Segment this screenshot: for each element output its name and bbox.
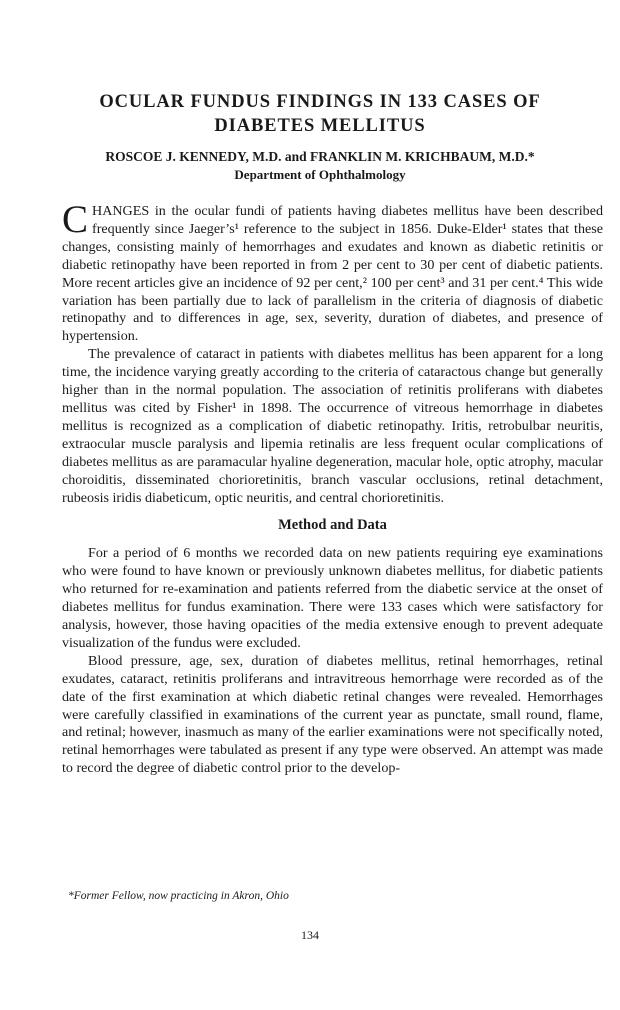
article-department: Department of Ophthalmology xyxy=(234,167,406,182)
paragraph-data: Blood pressure, age, sex, duration of diabetes mellitus, retinal hemorrhages, retinal exudates, cataract, retinitis proliferans and intravitreous hemorrhage were recorded as of the date of the first examination at which diabetic retinal changes were revealed. Hemorrhages were carefully classified in examinations of the current year as punctate, small round, flame, and retinal; however, inasmuch as many of the earlier examinations were not specifically noted, retinal hemorrhages were tabulated as present if any type were observed. An attempt was made to record the degree of diabetic control prior to the develop- xyxy=(62,652,603,777)
paragraph-cataract: The prevalence of cataract in patients with diabetes mellitus has been apparent for a long time, the incidence varying greatly according to the criteria of cataractous change but generally higher than in the normal population. The association of retinitis proliferans with diabetes mellitus was cited by Fisher¹ in 1898. The occurrence of vitreous hemorrhage in diabetes mellitus is recognized as a complication of diabetic retinopathy. Iritis, retrobulbar neuritis, extraocular muscle paralysis and lipemia retinalis are less frequent ocular complications of diabetes mellitus as are paramacular hyaline degeneration, macular hole, optic atrophy, macular choroiditis, disseminated chorioretinitis, branch vascular occlusions, retinal detachment, rubeosis iridis diabeticum, optic neuritis, and central chorioretinitis. xyxy=(62,346,603,506)
drop-cap: C xyxy=(62,198,89,241)
section-heading: Method and Data xyxy=(278,517,387,534)
paragraph-intro xyxy=(62,198,603,346)
footnote: *Former Fellow, now practicing in Akron, Ohio xyxy=(68,890,289,902)
article-authors: ROSCOE J. KENNEDY, M.D. and FRANKLIN M. KRICHBAUM, M.D.* xyxy=(105,149,535,164)
article-title: OCULAR FUNDUS FINDINGS IN 133 CASES OF DIABETES MELLITUS xyxy=(99,92,541,136)
paragraph-method: For a period of 6 months we recorded data on new patients requiring eye examinations who were found to have known or previously unknown diabetes mellitus, for diabetic patients who returned for re-examination and patients referred from the diabetic service at the onset of diabetes mellitus for fundus examination. There were 133 cases which were satisfactory for analysis, however, those having opacities of the media extensive enough to prevent adequate visualization of the fundus were excluded. xyxy=(62,545,603,651)
article-body xyxy=(62,198,603,778)
page-number: 134 xyxy=(301,928,319,942)
paragraph-intro-text: HANGES in the ocular fundi of patients having diabetes mellitus have been described frequently since Jaeger’s¹ reference to the subject in 1856. Duke-Elder¹ states that these changes, consisting mainly of hemorrhages and exudates and known as diabetic retinitis or diabetic retinopathy have been reported in from 2 per cent to 30 per cent of diabetic patients. More recent articles give an incidence of 92 per cent,² 100 per cent³ and 31 per cent.⁴ This wide variation has been partially due to lack of parallelism in the criteria of diagnosis of diabetic retinopathy and to differences in age, sex, severity, duration of diabetes, and presence of hypertension. xyxy=(62,203,603,345)
